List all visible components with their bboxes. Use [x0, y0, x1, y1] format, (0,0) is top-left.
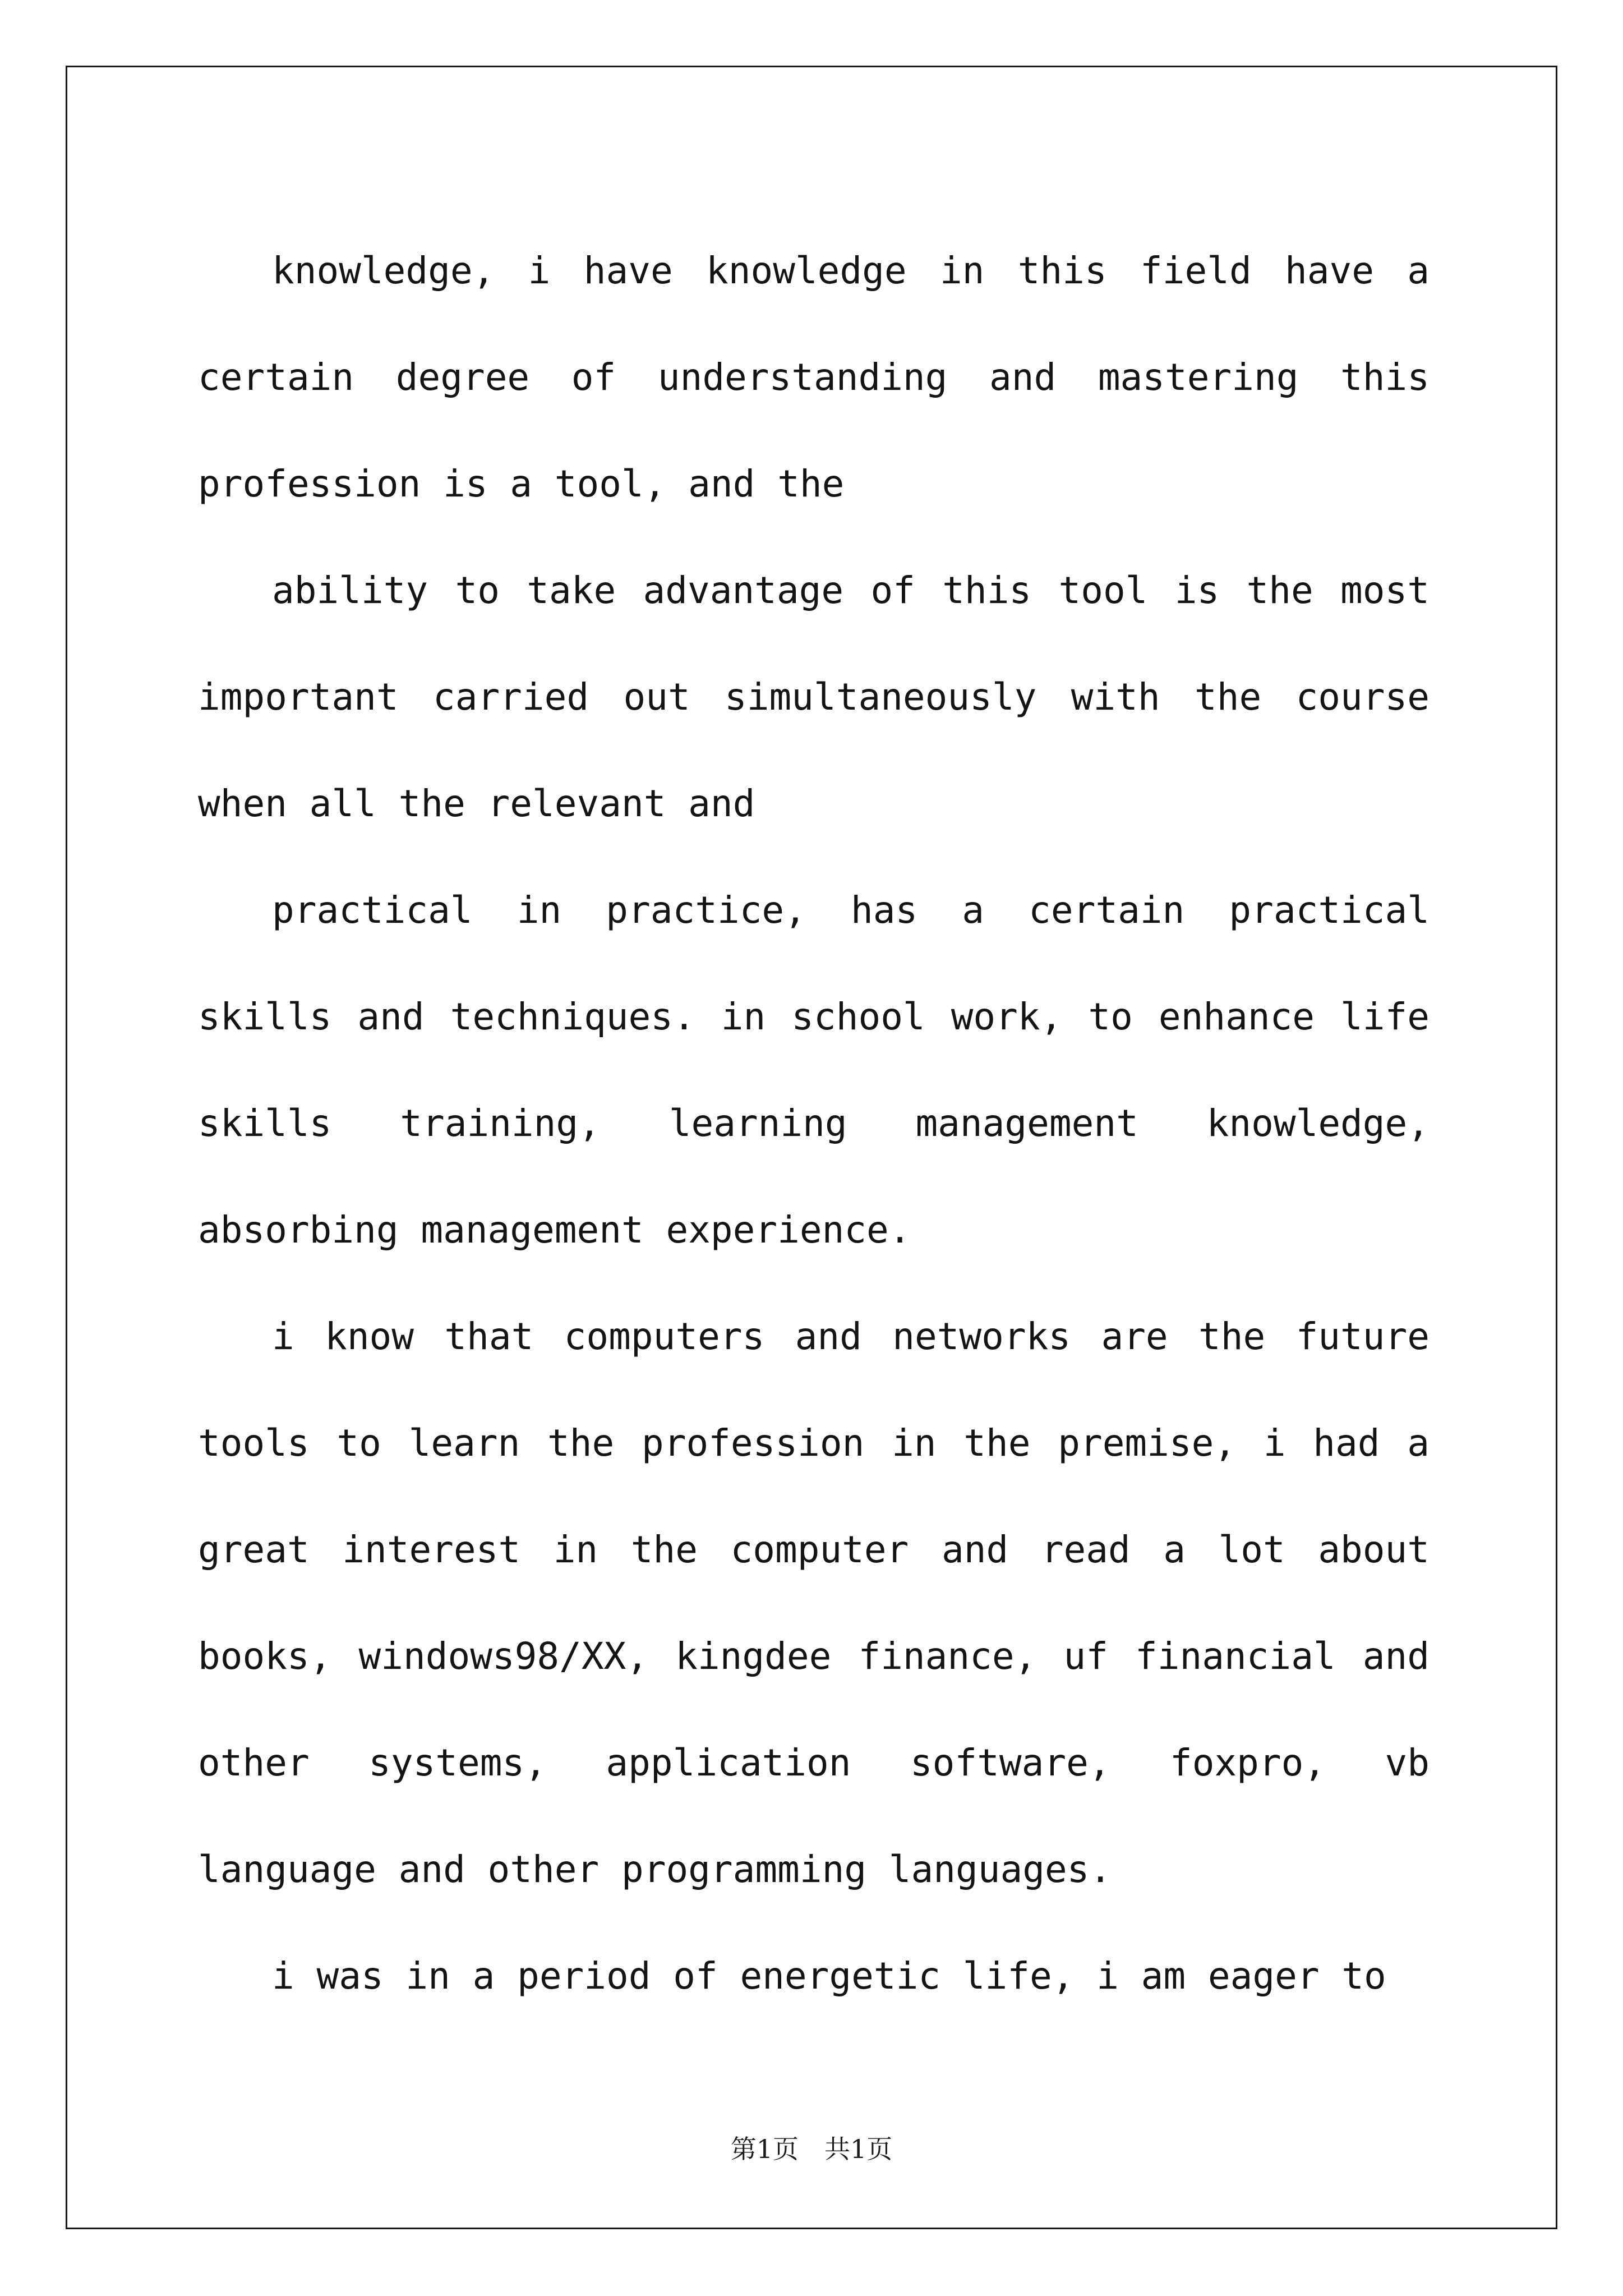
- paragraph: ability to take advantage of this tool is the most important carried out simultaneously with the course when all the relevant and: [198, 569, 1430, 825]
- document-body: [198, 218, 1430, 2030]
- paragraph: practical in practice, has a certain practical skills and techniques. in school work, to enhance life skills training, learning management knowledge, absorbing management experience.: [198, 889, 1430, 1251]
- paragraph: i was in a period of energetic life, i am eager to: [272, 1954, 1386, 1998]
- paragraph: knowledge, i have knowledge in this field have a certain degree of understanding and mastering this profession is a tool, and the: [198, 249, 1430, 505]
- page-number-footer: 第1页 共1页: [730, 2134, 893, 2164]
- paragraph: i know that computers and networks are the future tools to learn the profession in the premise, i had a great interest in the computer and read a lot about books, windows98/XX, kingdee finance, uf financial and other systems, application software, foxpro, vb language and other programming languages.: [198, 1315, 1430, 1891]
